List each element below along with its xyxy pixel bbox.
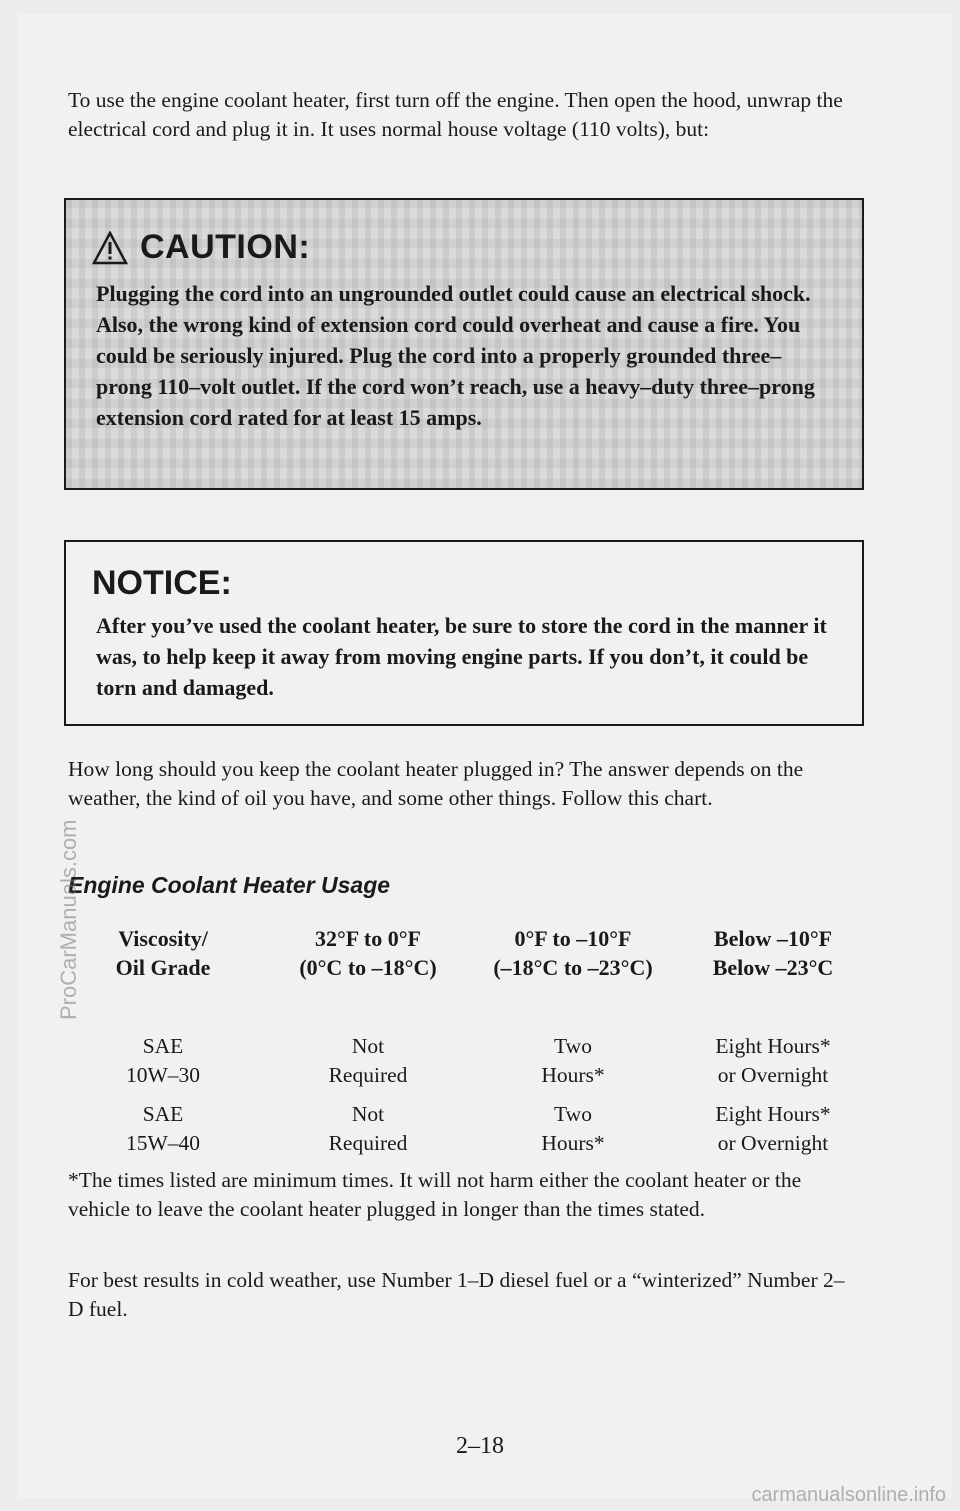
heater-usage-table xyxy=(68,924,868,1158)
side-watermark: ProCarManuals.com xyxy=(56,819,81,1020)
footer-watermark: carmanualsonline.info xyxy=(751,1484,946,1506)
header-cell: Viscosity/ Oil Grade xyxy=(115,926,211,980)
table-row xyxy=(68,1100,868,1158)
caution-heading xyxy=(92,228,310,267)
header-cell: 32°F to 0°F (0°C to –18°C) xyxy=(299,926,437,980)
table-cell: Not Required xyxy=(328,1034,408,1087)
notice-box xyxy=(64,540,864,726)
intro-paragraph: To use the engine coolant heater, first turn off the engine. Then open the hood, unwrap the electrical cord and plug it in. It uses normal house voltage (110 volts), but: xyxy=(68,88,843,141)
header-cell: 0°F to –10°F (–18°C to –23°C) xyxy=(493,926,653,980)
table-cell: Two Hours* xyxy=(541,1102,605,1155)
caution-title: CAUTION: xyxy=(140,228,311,266)
fuel-note: For best results in cold weather, use Number 1–D diesel fuel or a “winterized” Number 2–D fuel. xyxy=(68,1268,845,1321)
question-paragraph: How long should you keep the coolant heater plugged in? The answer depends on the weather, the kind of oil you have, and some other things. Follow this chart. xyxy=(68,757,804,810)
footnote: *The times listed are minimum times. It will not harm either the coolant heater or the vehicle to leave the coolant heater plugged in longer than the times stated. xyxy=(68,1168,802,1221)
warning-triangle-icon xyxy=(92,231,128,265)
table-row xyxy=(68,1032,868,1090)
table-cell: Two Hours* xyxy=(541,1034,605,1087)
table-title: Engine Coolant Heater Usage xyxy=(68,872,391,898)
notice-title: NOTICE: xyxy=(92,564,232,602)
page-number: 2–18 xyxy=(456,1433,504,1459)
table-cell: Not Required xyxy=(328,1102,408,1155)
table-cell: Eight Hours* or Overnight xyxy=(715,1102,831,1155)
table-cell: Eight Hours* or Overnight xyxy=(715,1034,831,1087)
table-cell: SAE 15W–40 xyxy=(125,1102,201,1155)
caution-box xyxy=(64,198,864,490)
caution-text: Plugging the cord into an ungrounded outlet could cause an electrical shock. Also, the wrong kind of extension cord could overheat and cause a fire. You could be seriously injured. Plug the cord into a properly grounded three–prong 110–volt outlet. If the cord won’t reach, use a heavy–duty three–prong extension cord rated for at least 15 amps. xyxy=(96,281,815,430)
table-cell: SAE 10W–30 xyxy=(125,1034,201,1087)
header-cell: Below –10°F Below –23°C xyxy=(712,926,834,980)
table-header-row xyxy=(68,924,868,982)
notice-text: After you’ve used the coolant heater, be sure to store the cord in the manner it was, to help keep it away from moving engine parts. If you don’t, it could be torn and damaged. xyxy=(96,613,827,700)
